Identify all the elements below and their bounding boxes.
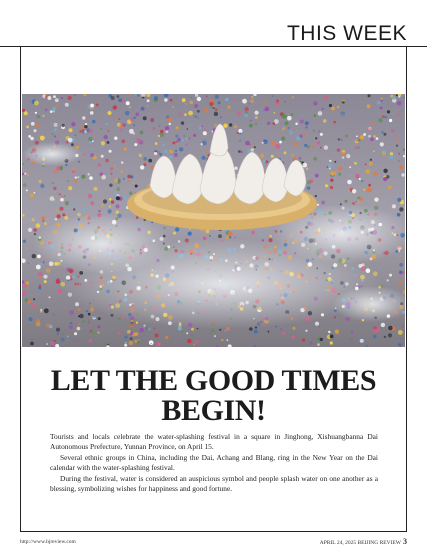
headline <box>22 366 405 426</box>
section-label: THIS WEEK <box>286 22 407 45</box>
article-paragraph: Tourists and locals celebrate the water-splashing festival in a square in Jinghong, Xishuangbanna Dai Autonomous Prefecture, Yunnan Province, on April 15. <box>50 432 378 452</box>
footer-url[interactable]: http://www.bjreview.com <box>20 539 76 545</box>
article-body <box>50 432 378 494</box>
photo-credit <box>407 92 415 104</box>
footer-issue <box>320 537 407 546</box>
footer-issue-text: APRIL 24, 2025 BEIJING REVIEW <box>319 540 401 546</box>
headline-line2: BEGIN! <box>161 394 266 427</box>
festival-photo <box>22 94 405 347</box>
article-paragraph: Several ethnic groups in China, including the Dai, Achang and Blang, ring in the New Year on the Dai calendar with the water-splashing festival. <box>50 452 378 473</box>
headline-line1: LET THE GOOD TIMES <box>50 364 377 397</box>
page-number: 3 <box>403 537 407 546</box>
article-paragraph: During the festival, water is considered an auspicious symbol and people splash water on one another as a blessing, symbolizing wishes for happiness and good fortune. <box>50 473 378 494</box>
